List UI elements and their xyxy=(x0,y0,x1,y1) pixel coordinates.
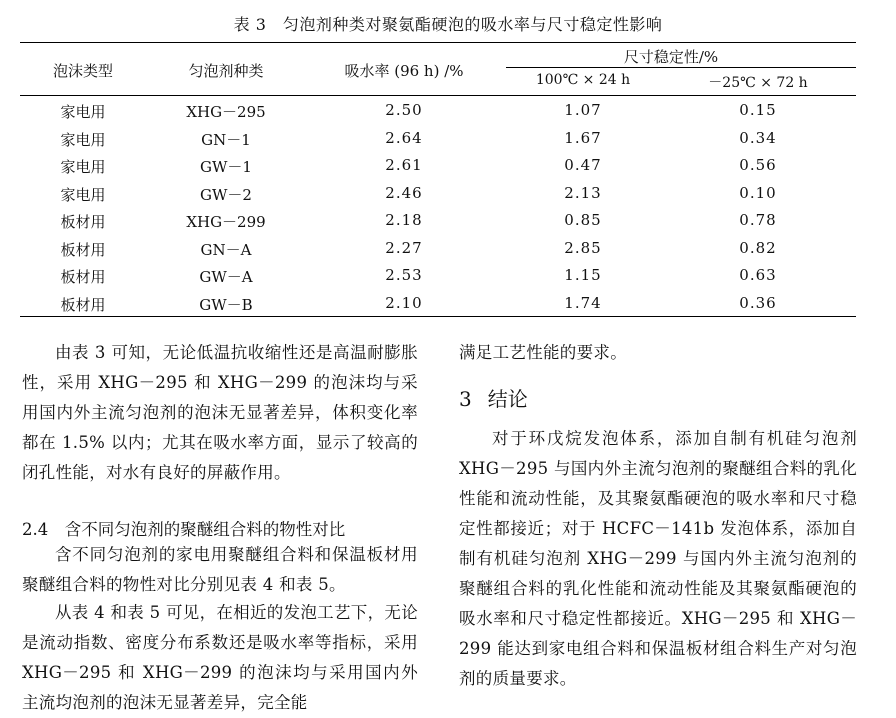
cell-foam-type: 家电用 xyxy=(60,158,106,176)
header-foam-type: 泡沫类型 xyxy=(52,62,114,80)
cell-water-absorption: 2.46 xyxy=(385,183,423,202)
table-caption: 表 3 匀泡剂种类对聚氨酯硬泡的吸水率与尺寸稳定性影响 xyxy=(233,15,663,34)
header-dim-cold: －25℃ × 72 h xyxy=(708,75,808,91)
table-row xyxy=(20,206,856,234)
cell-dim-cold: 0.10 xyxy=(739,183,777,202)
cell-dim-hot: 0.47 xyxy=(564,156,602,174)
cell-dim-cold: 0.63 xyxy=(739,266,777,284)
paragraph-continuation: 满足工艺性能的要求。 xyxy=(459,343,627,362)
cell-agent-type: GN－1 xyxy=(201,130,251,149)
section-title: 结论 xyxy=(487,387,528,411)
header-water-absorption: 吸水率 (96 h) /% xyxy=(344,62,464,80)
cell-dim-hot: 1.07 xyxy=(564,101,602,119)
cell-water-absorption: 2.27 xyxy=(385,238,423,257)
cell-agent-type: GW－1 xyxy=(200,158,252,176)
data-table xyxy=(20,42,856,317)
cell-agent-type: GW－2 xyxy=(200,185,252,204)
cell-dim-hot: 1.15 xyxy=(564,266,602,284)
cell-foam-type: 板材用 xyxy=(60,295,106,314)
section-heading-3 xyxy=(459,384,528,414)
cell-foam-type: 家电用 xyxy=(60,103,106,121)
cell-water-absorption: 2.50 xyxy=(385,101,423,119)
cell-water-absorption: 2.10 xyxy=(385,293,423,312)
table-row xyxy=(20,261,856,289)
cell-agent-type: GW－A xyxy=(199,268,253,286)
section-number: 3 xyxy=(459,387,472,411)
paragraph-table4-5-discussion: 从表 4 和表 5 可见，在相近的发泡工艺下，无论是流动指数、密度分布系数还是吸水率等指标，采用 XHG－295 和 XHG－299 的泡沫均与采用国内外主流均泡剂的泡沫无显著差异，完全能 xyxy=(22,603,418,712)
cell-agent-type: XHG－299 xyxy=(186,213,266,231)
section-heading-2-4: 2.4 含不同匀泡剂的聚醚组合料的物性对比 xyxy=(22,520,346,539)
cell-dim-hot: 2.85 xyxy=(564,238,602,257)
cell-dim-hot: 1.67 xyxy=(564,128,602,147)
cell-dim-hot: 1.74 xyxy=(564,293,602,312)
paragraph-property-comparison: 含不同匀泡剂的家电用聚醚组合料和保温板材用聚醚组合料的物性对比分别见表 4 和表 5。 xyxy=(22,545,418,594)
cell-dim-cold: 0.56 xyxy=(739,156,777,174)
cell-agent-type: GW－B xyxy=(199,295,253,314)
cell-water-absorption: 2.53 xyxy=(385,266,423,284)
cell-dim-cold: 0.34 xyxy=(739,128,777,147)
cell-dim-hot: 0.85 xyxy=(564,211,602,229)
paragraph-table3-discussion: 由表 3 可知，无论低温抗收缩性还是高温耐膨胀性，采用 XHG－295 和 XHG－299 的泡沫均与采用国内外主流匀泡剂的泡沫无显著差异，体积变化率都在 1.5% 以内；尤其在吸水率方面，显示了较高的闭孔性能，对水有良好的屏蔽作用。 xyxy=(22,343,418,482)
paragraph-conclusion: 对于环戊烷发泡体系，添加自制有机硅匀泡剂 XHG－295 与国内外主流匀泡剂的聚醚组合料的乳化性能和流动性能，及其聚氨酯硬泡的吸水率和尺寸稳定性都接近；对于 HCFC－141b 发泡体系，添加自制有机硅匀泡剂 XHG－299 与国内外主流匀泡剂的聚醚组合料的乳化性能和流动性能及其聚氨酯硬泡的吸水率和尺寸稳定性都接近。XHG－295 和 XHG－299 能达到家电组合料和保温板材组合料生产对匀泡剂的质量要求。 xyxy=(459,429,857,688)
cell-water-absorption: 2.64 xyxy=(385,128,423,147)
cell-dim-hot: 2.13 xyxy=(564,183,602,202)
cell-dim-cold: 0.36 xyxy=(739,293,777,312)
cell-foam-type: 家电用 xyxy=(60,185,106,204)
cell-dim-cold: 0.15 xyxy=(739,101,777,119)
cell-water-absorption: 2.18 xyxy=(385,211,423,229)
header-agent-type: 匀泡剂种类 xyxy=(188,62,264,80)
table-row xyxy=(20,151,856,179)
cell-foam-type: 板材用 xyxy=(60,213,106,231)
header-dim-hot: 100℃ × 24 h xyxy=(535,72,631,88)
cell-agent-type: XHG－295 xyxy=(186,103,266,121)
cell-foam-type: 板材用 xyxy=(60,268,106,286)
table-header xyxy=(20,43,856,96)
header-subline xyxy=(506,67,856,68)
cell-water-absorption: 2.61 xyxy=(385,156,423,174)
table-row xyxy=(20,124,856,152)
cell-dim-cold: 0.78 xyxy=(739,211,777,229)
cell-agent-type: GN－A xyxy=(200,240,252,259)
table-row xyxy=(20,96,856,124)
header-dim-stability: 尺寸稳定性/% xyxy=(623,48,719,66)
table-row xyxy=(20,234,856,262)
cell-foam-type: 板材用 xyxy=(60,240,106,259)
table-row xyxy=(20,289,856,317)
table-row xyxy=(20,179,856,207)
cell-foam-type: 家电用 xyxy=(60,130,106,149)
cell-dim-cold: 0.82 xyxy=(739,238,777,257)
